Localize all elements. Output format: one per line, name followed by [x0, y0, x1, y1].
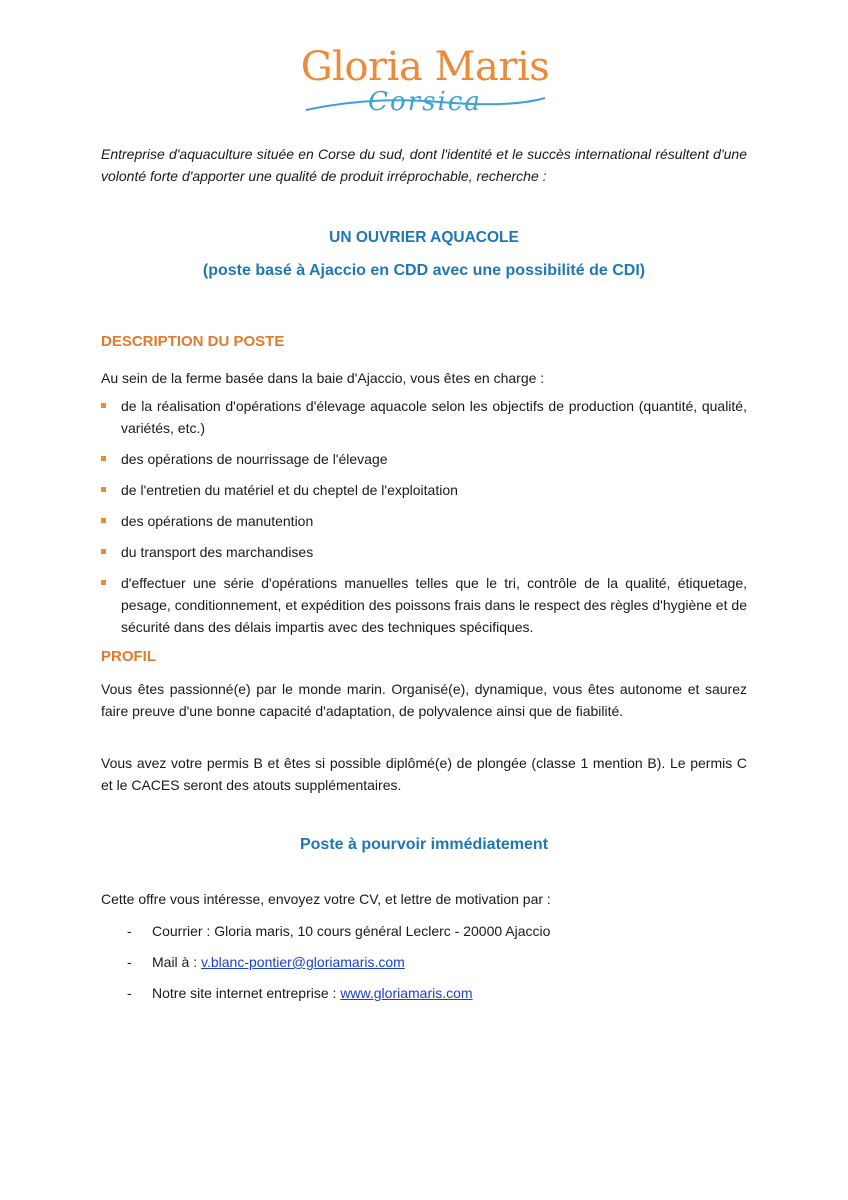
- list-item-mail: [127, 951, 550, 973]
- profile-paragraph-2: Vous avez votre permis B et êtes si possible diplômé(e) de plongée (classe 1 mention B). Le permis C et le CACES seront des atouts supplémentaires.: [101, 755, 747, 793]
- duties-list: [101, 395, 747, 647]
- list-item: d'effectuer une série d'opérations manuelles telles que le tri, contrôle de la qualité, étiquetage, pesage, conditionnement, et expédition des poissons frais dans le respect des règles d'hygiène et de sécurité dans des délais impartis avec des techniques spécifiques.: [101, 572, 747, 638]
- list-item: des opérations de manutention: [101, 510, 747, 532]
- contact-lead: Cette offre vous intéresse, envoyez votre CV, et lettre de motivation par :: [101, 891, 551, 907]
- logo-subtitle: Corsica: [368, 87, 482, 117]
- dash-marker: -: [127, 985, 132, 1001]
- profile-paragraph-1: Vous êtes passionné(e) par le monde marin. Organisé(e), dynamique, vous êtes autonome et saurez faire preuve d'une bonne capacité d'adaptation, de polyvalence ainsi que de fiabilité.: [101, 681, 747, 719]
- company-logo: [300, 42, 550, 122]
- profile-heading: PROFIL: [101, 648, 156, 665]
- intro-paragraph: Entreprise d'aquaculture située en Corse du sud, dont l'identité et le succès international résultent d'une volonté forte d'apporter une qualité de produit irréprochable, recherche :: [101, 146, 747, 184]
- list-item-courrier: [127, 920, 550, 942]
- bullet-square-icon: [101, 456, 106, 461]
- dash-marker: -: [127, 954, 132, 970]
- description-heading: DESCRIPTION DU POSTE: [101, 333, 285, 350]
- bullet-square-icon: [101, 403, 106, 408]
- list-item: du transport des marchandises: [101, 541, 747, 563]
- bullet-square-icon: [101, 487, 106, 492]
- job-title: UN OUVRIER AQUACOLE: [329, 229, 519, 246]
- courrier-text: Courrier : Gloria maris, 10 cours général Leclerc - 20000 Ajaccio: [152, 923, 551, 939]
- bullet-square-icon: [101, 518, 106, 523]
- website-link[interactable]: www.gloriamaris.com: [340, 985, 473, 1001]
- mail-label: Mail à :: [152, 954, 202, 970]
- job-subtitle: (poste basé à Ajaccio en CDD avec une possibilité de CDI): [202, 262, 646, 279]
- logo-wordmark: Gloria Maris: [300, 44, 550, 90]
- dash-marker: -: [127, 923, 132, 939]
- list-item: de la réalisation d'opérations d'élevage aquacole selon les objectifs de production (quantité, qualité, variétés, etc.): [101, 395, 747, 439]
- contact-list: [127, 920, 550, 1013]
- bullet-square-icon: [101, 549, 106, 554]
- list-item: des opérations de nourrissage de l'élevage: [101, 448, 747, 470]
- bullet-square-icon: [101, 580, 106, 585]
- email-link[interactable]: v.blanc-pontier@gloriamaris.com: [201, 954, 405, 970]
- list-item: de l'entretien du matériel et du cheptel de l'exploitation: [101, 479, 747, 501]
- list-item-site: [127, 982, 550, 1004]
- availability-title: Poste à pourvoir immédiatement: [299, 836, 549, 853]
- site-label: Notre site internet entreprise :: [152, 985, 341, 1001]
- description-lead: Au sein de la ferme basée dans la baie d'Ajaccio, vous êtes en charge :: [101, 370, 545, 386]
